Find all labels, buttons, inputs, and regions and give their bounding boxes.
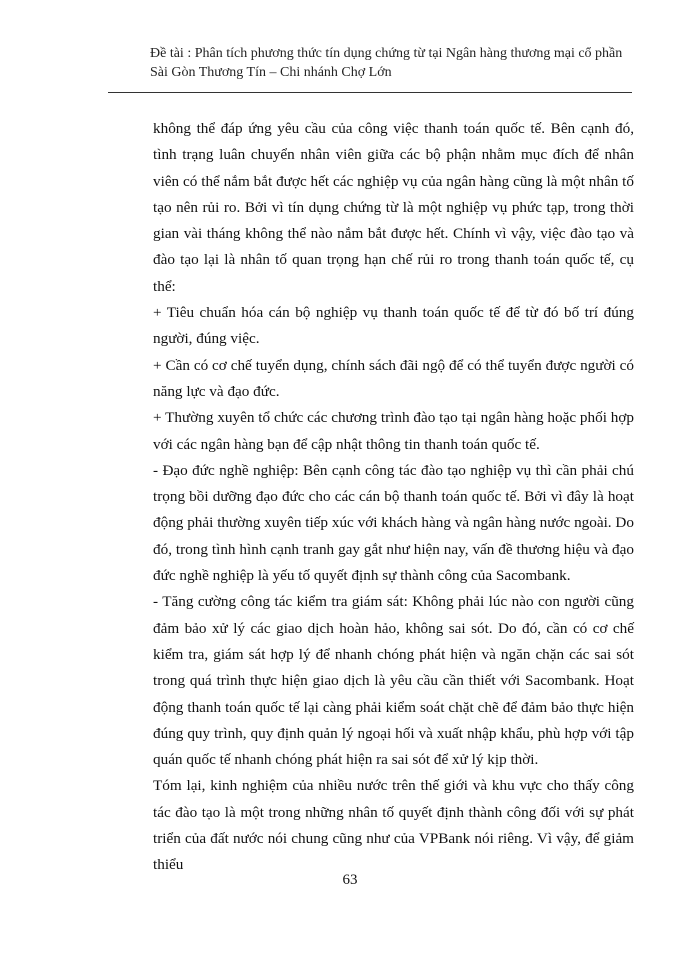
paragraph: + Cần có cơ chế tuyển dụng, chính sách đãi ngộ để có thể tuyển được người có năng lực và đạo đức. xyxy=(153,356,634,400)
header-line-1: Đề tài : Phân tích phương thức tín dụng chứng từ tại Ngân hàng thương mại cổ phần xyxy=(150,46,623,61)
paragraph: - Tăng cường công tác kiểm tra giám sát: Không phải lúc nào con người cũng đảm bảo xử lý các giao dịch hoàn hảo, không sai sót. Do đó, cần có cơ chế kiểm tra, giám sát hợp lý để nhanh chóng phát hiện và ngăn chặn các sai sót trong quá trình thực hiện giao dịch là yêu cầu cần thiết với Sacombank. Hoạt động thanh toán quốc tế lại càng phải kiểm soát chặt chẽ để đảm bảo thực hiện đúng quy trình, quy định quản lý ngoại hối và xuất nhập khẩu, phù hợp với tập quán quốc tế nhanh chóng phát hiện ra sai sót để xử lý kịp thời. xyxy=(153,593,634,769)
paragraph: Tóm lại, kinh nghiệm của nhiều nước trên thế giới và khu vực cho thấy công tác đào tạo là một trong những nhân tố quyết định thành công đối với sự phát triển của đất nước nói chung cũng như của VPBank nói riêng. Vì vậy, để giảm thiểu xyxy=(153,777,634,874)
page-number: 63 xyxy=(342,872,358,888)
paragraph: - Đạo đức nghề nghiệp: Bên cạnh công tác đào tạo nghiệp vụ thì cần phải chú trọng bồi dưỡng đạo đức cho các cán bộ thanh toán quốc tế. Bởi vì đây là hoạt động phải thường xuyên tiếp xúc với khách hàng và ngân hàng nước ngoài. Do đó, trong tình hình cạnh tranh gay gắt như hiện nay, vấn đề thương hiệu và đạo đức nghề nghiệp là yếu tố quyết định sự thành công của Sacombank. xyxy=(153,461,634,585)
page-header xyxy=(150,44,630,82)
header-divider xyxy=(108,92,632,93)
paragraph: + Thường xuyên tổ chức các chương trình đào tạo tại ngân hàng hoặc phối hợp với các ngân hàng bạn để cập nhật thông tin thanh toán quốc tế. xyxy=(153,409,634,453)
header-line-2: Sài Gòn Thương Tín – Chi nhánh Chợ Lớn xyxy=(150,65,392,80)
paragraph: không thể đáp ứng yêu cầu của công việc thanh toán quốc tế. Bên cạnh đó, tình trạng luân chuyển nhân viên giữa các bộ phận nhằm mục đích để nhân viên có thể nắm bắt được hết các nghiệp vụ của ngân hàng cũng là một nhân tố tạo nên rủi ro. Bởi vì tín dụng chứng từ là một nghiệp vụ phức tạp, trong thời gian vài tháng không thể nào nắm bắt được hết. Chính vì vậy, việc đào tạo và đào tạo lại là nhân tố quan trọng hạn chế rủi ro trong thanh toán quốc tế, cụ thể: xyxy=(153,120,634,295)
paragraph: + Tiêu chuẩn hóa cán bộ nghiệp vụ thanh toán quốc tế để từ đó bố trí đúng người, đúng việc. xyxy=(153,304,634,348)
body-text xyxy=(153,116,634,879)
